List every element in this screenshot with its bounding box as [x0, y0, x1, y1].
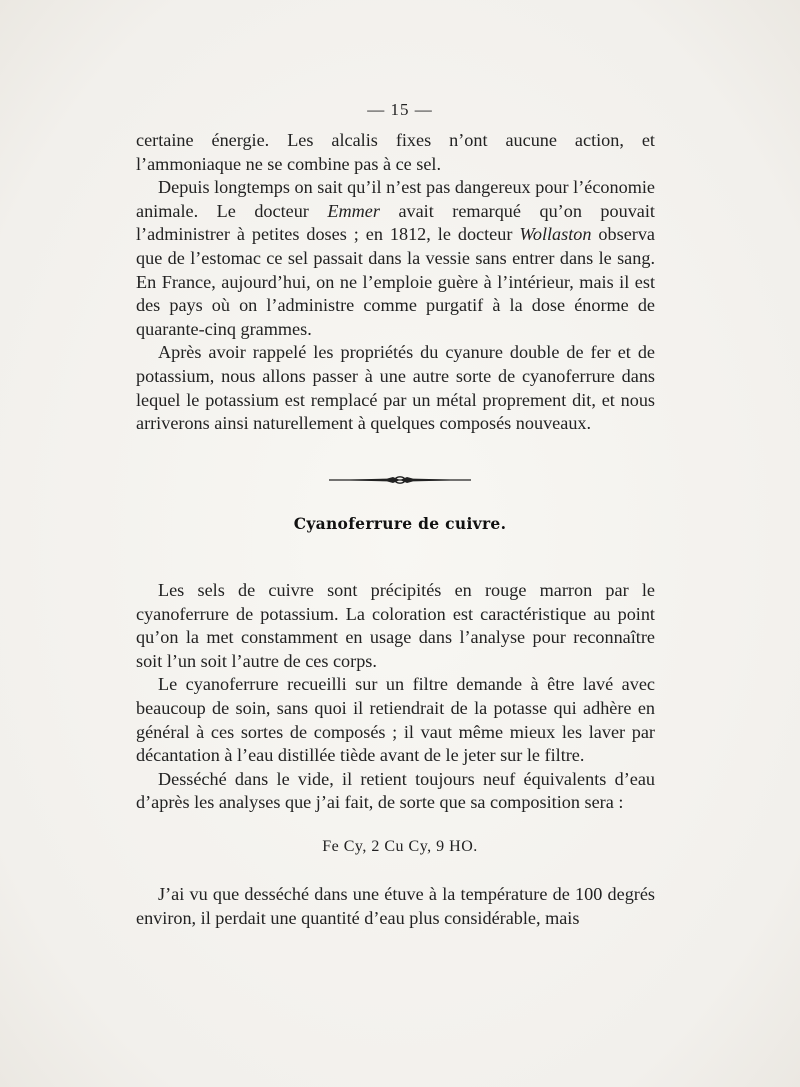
- paragraph-text: Depuis longtemps on sait qu’il n’est pas dangereux pour l’économie animale. Le docteur: [136, 177, 655, 221]
- paragraph-text: observa que de l’estomac ce sel passait dans la vessie sans entrer dans le sang. En France, aujourd’hui, on ne l’emploie guère à l’intérieur, mais il est des pays où on l’administre comme purgatif à la dose énorme de quarante-cinq grammes.: [136, 224, 655, 339]
- person-name: Wollaston: [519, 224, 592, 245]
- section-title: Cyanoferrure de cuivre.: [293, 514, 507, 533]
- person-name: Emmer: [327, 200, 380, 221]
- paragraph-etuve: J’ai vu que desséché dans une étuve à la température de 100 degrés environ, il perdait une quantité d’eau plus considérable, mais: [136, 884, 655, 928]
- paragraph-transition: Après avoir rappelé les propriétés du cyanure double de fer et de potassium, nous allons passer à une autre sorte de cyanoferrure dans lequel le potassium est remplacé par un métal proprement dit, et nous arriverons ainsi naturellement à quelques composés nouveaux.: [136, 342, 655, 434]
- paragraph-text: avait remarqué qu’on pouvait l’administrer à petites doses ; en 1812, le docteur: [136, 200, 655, 245]
- page-number: — 15 —: [367, 100, 433, 119]
- text-block-top: [136, 129, 655, 436]
- chemical-formula: Fe Cy, 2 Cu Cy, 9 HO.: [322, 838, 478, 855]
- paragraph-economie-animale: [136, 176, 655, 341]
- paragraph-lavage: Le cyanoferrure recueilli sur un filtre demande à être lavé avec beaucoup de soin, sans quoi il retiendrait de la potasse qui adhère en général à ces sortes de composés ; il vaut même mieux les laver par décantation à l’eau distillée tiède avant de le jeter sur le filtre.: [136, 674, 655, 766]
- paragraph-composition: Desséché dans le vide, il retient toujours neuf équivalents d’eau d’après les analyses que j’ai fait, de sorte que sa composition sera :: [136, 768, 655, 813]
- text-block-middle: [136, 579, 655, 815]
- paragraph-continuation: certaine énergie. Les alcalis fixes n’ont aucune action, et l’ammoniaque ne se combine pas à ce sel.: [136, 130, 655, 174]
- paragraph-sels-de-cuivre: Les sels de cuivre sont précipités en rouge marron par le cyanoferrure de potassium. La coloration est caractéristique au point qu’on la met constamment en usage dans l’analyse pour reconnaître soit l’un soit l’autre de ces corps.: [136, 580, 655, 671]
- ornament-divider: [325, 472, 475, 488]
- text-block-bottom: [136, 883, 655, 930]
